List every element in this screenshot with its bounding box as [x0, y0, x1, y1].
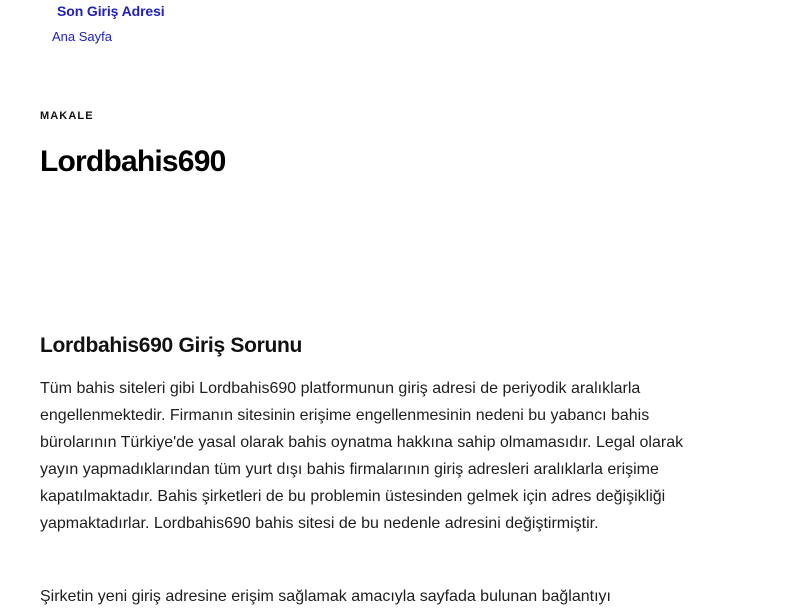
article [40, 108, 720, 605]
article-paragraph: Şirketin yeni giriş adresine erişim sağlamak amacıyla sayfada bulunan bağlantıyı [40, 588, 611, 605]
nav-link-home[interactable]: Ana Sayfa [52, 29, 112, 44]
article-title: Lordbahis690 [40, 145, 226, 178]
site-header [0, 0, 800, 60]
category-label: MAKALE [40, 110, 94, 122]
section-heading: Lordbahis690 Giriş Sorunu [40, 334, 303, 357]
site-title-link[interactable]: Son Giriş Adresi [57, 3, 165, 19]
article-paragraph: Tüm bahis siteleri gibi Lordbahis690 platformunun giriş adresi de periyodik aralıklarla engellenmektedir. Firmanın sitesinin erişime engellenmesinin nedeni bu yabancı bahis bürolarının Türkiye'de yasal olarak bahis oynatma hakkına sahip olmamasıdır. Legal olarak yayın yapmadıklarından tüm yurt dışı bahis firmalarının giriş adresleri aralıklarla erişime kapatılmaktadır. Bahis şirketleri de bu problemin üstesinden gelmek için adres değişikliği yapmaktadırlar. Lordbahis690 bahis sitesi de bu nedenle adresini değiştirmiştir. [40, 380, 684, 532]
